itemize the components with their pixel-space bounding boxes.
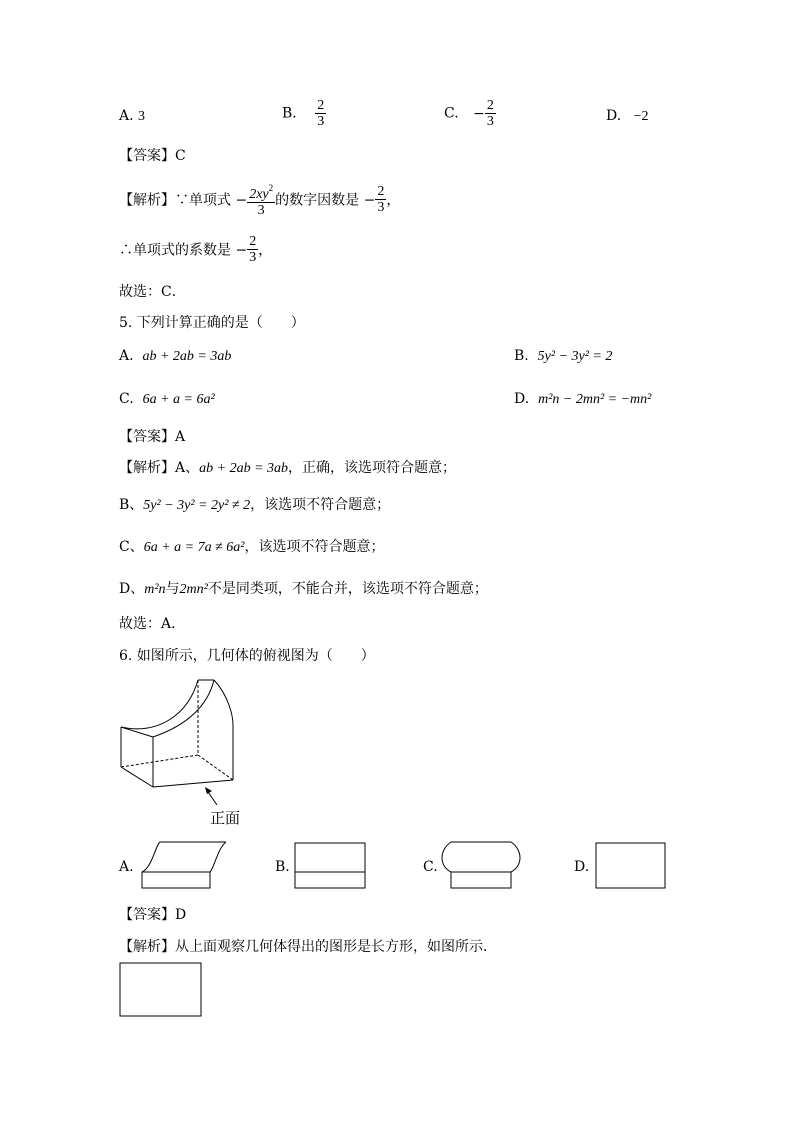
fraction: $\frac{2xy^2}{3}$ bbox=[249, 183, 274, 218]
q5-conclusion: 故选：A． bbox=[119, 616, 186, 632]
q5-option-d: D. m²n − 2mn² = −mn² bbox=[514, 391, 652, 407]
q5-answer: 【答案】A bbox=[119, 429, 186, 445]
q6-option-d-figure bbox=[595, 842, 667, 890]
q5-option-a: A. ab + 2ab = 3ab bbox=[119, 348, 232, 364]
q6-option-b-label: B. bbox=[275, 859, 290, 875]
fraction: $\frac{2}{3}$ bbox=[249, 234, 257, 265]
q5-explanation-c: C、6a + a = 7a ≠ 6a²，该选项不符合题意； bbox=[119, 539, 385, 555]
q4-option-c: C. − $\frac{2}{3}$ bbox=[444, 98, 494, 129]
q6-option-a-figure bbox=[138, 838, 230, 890]
q4-explanation-line1: 【解析】∵单项式 − $\frac{2xy^2}{3}$ 的数字因数是 − $\frac{2}{3}$ ， bbox=[119, 183, 401, 218]
answer-rectangle-figure bbox=[119, 962, 203, 1018]
q4-conclusion: 故选：C． bbox=[119, 284, 186, 300]
q5-explanation-b: B、5y² − 3y² = 2y² ≠ 2，该选项不符合题意； bbox=[119, 497, 391, 513]
q6-stem: 6. 如图所示，几何体的俯视图为（ ） bbox=[119, 648, 375, 664]
q4-option-b: B. $\frac{2}{3}$ bbox=[282, 98, 325, 129]
q6-option-d-label: D. bbox=[574, 859, 590, 875]
q6-option-a-label: A. bbox=[119, 859, 134, 875]
solid-figure bbox=[118, 675, 258, 800]
q4-option-d: D. −2 bbox=[606, 108, 649, 124]
q4-option-a: A. 3 bbox=[119, 108, 146, 124]
q6-explanation: 【解析】从上面观察几何体得出的图形是长方形，如图所示． bbox=[119, 939, 497, 955]
arrow-icon bbox=[203, 785, 223, 807]
q5-option-b: B. 5y² − 3y² = 2 bbox=[514, 348, 613, 364]
q6-option-c-label: C. bbox=[423, 859, 438, 875]
q5-explanation-a: 【解析】A、ab + 2ab = 3ab，正确，该选项符合题意； bbox=[119, 460, 457, 476]
q4-answer: 【答案】C bbox=[119, 148, 186, 164]
q5-option-c: C. 6a + a = 6a² bbox=[119, 391, 215, 407]
q5-stem: 5. 下列计算正确的是（ ） bbox=[119, 315, 305, 331]
q4-explanation-line2: ∴单项式的系数是 − $\frac{2}{3}$ ， bbox=[119, 234, 273, 265]
q6-option-b-figure bbox=[294, 842, 368, 890]
q5-explanation-d: D、m²n与2mn²不是同类项，不能合并，该选项不符合题意； bbox=[119, 581, 488, 597]
q6-option-c-figure bbox=[441, 838, 523, 890]
q6-answer: 【答案】D bbox=[119, 907, 187, 923]
fraction: $\frac{2}{3}$ bbox=[377, 184, 385, 215]
front-label: 正面 bbox=[210, 809, 241, 827]
fraction: $\frac{2}{3}$ bbox=[317, 98, 325, 129]
fraction: $\frac{2}{3}$ bbox=[486, 98, 494, 129]
